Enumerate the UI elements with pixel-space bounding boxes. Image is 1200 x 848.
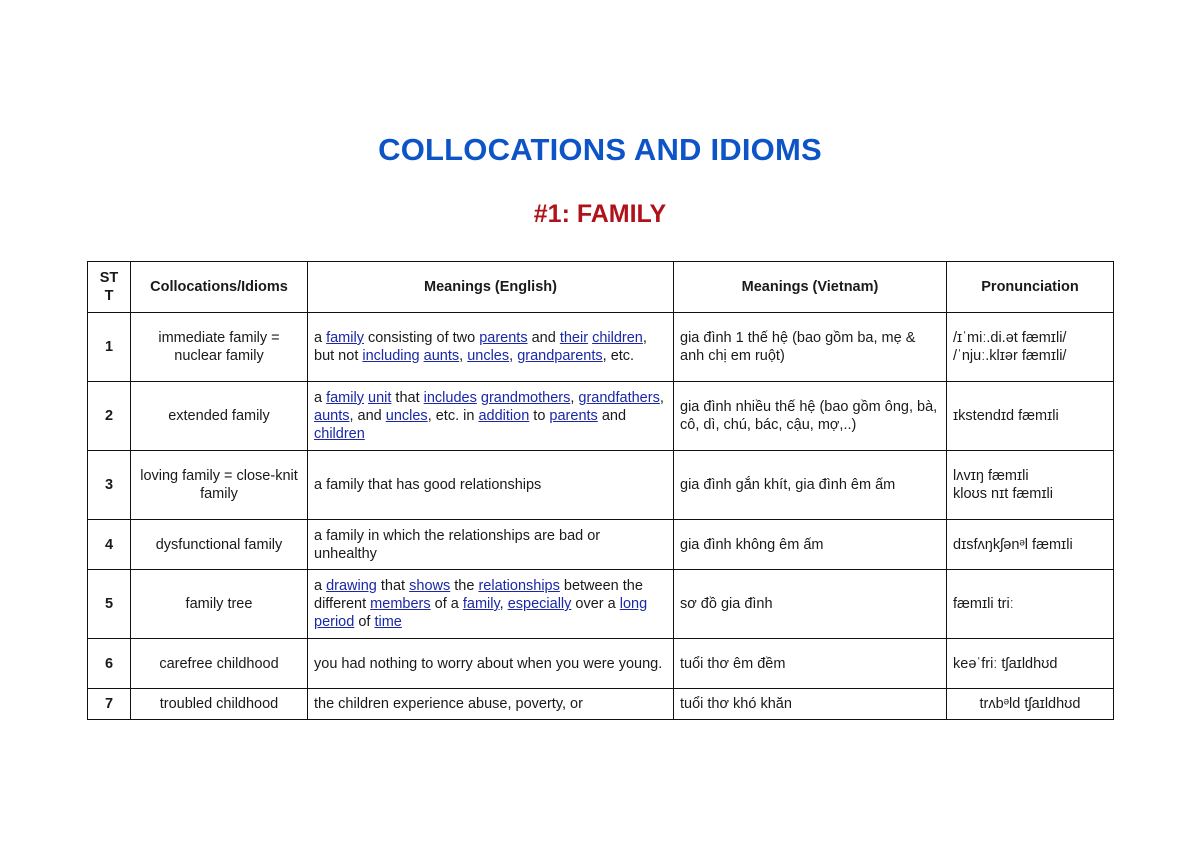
meaning-vietnam-cell: gia đình 1 thế hệ (bao gồm ba, mẹ & anh chị em ruột)	[674, 313, 947, 382]
dictionary-link[interactable]: family	[326, 330, 364, 346]
text-fragment: to	[529, 408, 550, 424]
collocation-cell: family tree	[131, 570, 308, 639]
column-header-stt: ST T	[88, 262, 131, 313]
pronunciation-line: /ˈnjuː.klɪər fæmɪli/	[953, 348, 1067, 364]
text-fragment: that	[391, 390, 424, 406]
text-fragment: a	[314, 330, 327, 346]
row-number: 1	[88, 313, 131, 382]
meaning-english-cell: a family that has good relationships	[308, 451, 674, 520]
vocabulary-table	[87, 261, 1114, 720]
pronunciation-cell	[947, 313, 1114, 382]
dictionary-link[interactable]: family	[462, 596, 500, 612]
dictionary-link[interactable]: including	[362, 348, 420, 364]
dictionary-link[interactable]: children	[314, 426, 365, 442]
column-header-meaning-english: Meanings (English)	[308, 262, 674, 313]
dictionary-link[interactable]: drawing	[326, 578, 377, 594]
column-header-collocations: Collocations/Idioms	[131, 262, 308, 313]
pronunciation-line: kloʊs nɪt fæmɪli	[953, 486, 1053, 502]
dictionary-link[interactable]: addition	[478, 408, 530, 424]
meaning-english-cell: the children experience abuse, poverty, or	[308, 689, 674, 720]
text-fragment: a	[314, 578, 327, 594]
pronunciation-line: trʌbᵊld tʃaɪldhʊd	[979, 696, 1081, 712]
pronunciation-line: /ɪˈmiː.di.ət fæmɪli/	[953, 330, 1067, 346]
meaning-vietnam-cell: gia đình nhiều thế hệ (bao gồm ông, bà, cô, dì, chú, bác, cậu, mợ,..)	[674, 382, 947, 451]
text-fragment: of a	[430, 596, 463, 612]
meaning-vietnam-cell: tuổi thơ khó khăn	[674, 689, 947, 720]
dictionary-link[interactable]: period	[314, 614, 355, 630]
dictionary-link[interactable]: family	[326, 390, 364, 406]
text-fragment: , etc.	[602, 348, 635, 364]
pronunciation-line: fæmɪli triː	[953, 596, 1014, 612]
pronunciation-cell	[947, 382, 1114, 451]
meaning-vietnam-cell: gia đình không êm ấm	[674, 520, 947, 570]
text-fragment: , but not	[314, 330, 647, 364]
collocation-cell: troubled childhood	[131, 689, 308, 720]
dictionary-link[interactable]: aunts	[423, 348, 460, 364]
text-fragment: ,	[659, 390, 664, 406]
pronunciation-line: ɪkstendɪd fæmɪli	[953, 408, 1059, 424]
meaning-english-cell	[308, 313, 674, 382]
table-row	[88, 639, 1114, 689]
dictionary-link[interactable]: shows	[409, 578, 451, 594]
text-fragment: between the different	[314, 578, 643, 612]
text-fragment: the	[450, 578, 479, 594]
text-fragment: over a	[571, 596, 620, 612]
meaning-english-cell: you had nothing to worry about when you were young.	[308, 639, 674, 689]
dictionary-link[interactable]: uncles	[467, 348, 510, 364]
meaning-vietnam-cell: tuổi thơ êm đềm	[674, 639, 947, 689]
column-header-meaning-vietnam: Meanings (Vietnam)	[674, 262, 947, 313]
row-number: 4	[88, 520, 131, 570]
collocation-cell: dysfunctional family	[131, 520, 308, 570]
dictionary-link[interactable]: time	[374, 614, 402, 630]
text-fragment: ,	[570, 390, 579, 406]
dictionary-link[interactable]: long	[619, 596, 648, 612]
meaning-english-cell: a family in which the relationships are bad or unhealthy	[308, 520, 674, 570]
dictionary-link[interactable]: relationships	[478, 578, 560, 594]
dictionary-link[interactable]: uncles	[385, 408, 428, 424]
pronunciation-line: keəˈfriː tʃaɪldhʊd	[953, 655, 1058, 672]
meaning-vietnam-cell: gia đình gắn khít, gia đình êm ấm	[674, 451, 947, 520]
table-row	[88, 689, 1114, 720]
dictionary-link[interactable]: unit	[368, 390, 392, 406]
dictionary-link[interactable]: includes	[423, 390, 477, 406]
dictionary-link[interactable]: grandmothers	[480, 390, 571, 406]
row-number: 7	[88, 689, 131, 720]
text-fragment: that	[376, 578, 410, 594]
text-fragment: consisting of two	[363, 330, 480, 346]
text-fragment: ,	[509, 348, 518, 364]
row-number: 6	[88, 639, 131, 689]
collocation-cell: carefree childhood	[131, 639, 308, 689]
row-number: 3	[88, 451, 131, 520]
dictionary-link[interactable]: aunts	[314, 408, 350, 424]
table-row	[88, 313, 1114, 382]
table-row	[88, 570, 1114, 639]
table-header-row	[88, 262, 1114, 313]
table-row	[88, 520, 1114, 570]
dictionary-link[interactable]: grandfathers	[578, 390, 660, 406]
collocation-cell: extended family	[131, 382, 308, 451]
text-fragment: , etc. in	[427, 408, 479, 424]
text-fragment: a	[314, 390, 327, 406]
section-subtitle: #1: FAMILY	[533, 200, 667, 228]
text-fragment: , and	[349, 408, 386, 424]
text-fragment: ,	[499, 596, 508, 612]
meaning-english-cell	[308, 382, 674, 451]
pronunciation-line: dɪsfʌŋkʃənᵊl fæmɪli	[953, 536, 1073, 553]
text-fragment: and	[597, 408, 627, 424]
meaning-english-cell	[308, 570, 674, 639]
dictionary-link[interactable]: their	[559, 330, 589, 346]
table-row	[88, 382, 1114, 451]
pronunciation-cell	[947, 570, 1114, 639]
dictionary-link[interactable]: children	[592, 330, 643, 346]
column-header-pronunciation: Pronunciation	[947, 262, 1114, 313]
pronunciation-cell	[947, 689, 1114, 720]
row-number: 5	[88, 570, 131, 639]
text-fragment: and	[527, 330, 560, 346]
dictionary-link[interactable]: grandparents	[517, 348, 603, 364]
dictionary-link[interactable]: parents	[549, 408, 598, 424]
dictionary-link[interactable]: parents	[479, 330, 528, 346]
collocation-cell: loving family = close-knit family	[131, 451, 308, 520]
dictionary-link[interactable]: especially	[507, 596, 572, 612]
document-title: COLLOCATIONS AND IDIOMS	[378, 132, 822, 167]
pronunciation-cell	[947, 639, 1114, 689]
pronunciation-cell	[947, 520, 1114, 570]
dictionary-link[interactable]: members	[370, 596, 431, 612]
meaning-vietnam-cell: sơ đồ gia đình	[674, 570, 947, 639]
row-number: 2	[88, 382, 131, 451]
pronunciation-line: lʌvɪŋ fæmɪli	[953, 468, 1029, 484]
collocation-cell: immediate family = nuclear family	[131, 313, 308, 382]
pronunciation-cell	[947, 451, 1114, 520]
table-row	[88, 451, 1114, 520]
text-fragment: ,	[459, 348, 468, 364]
text-fragment: of	[354, 614, 375, 630]
